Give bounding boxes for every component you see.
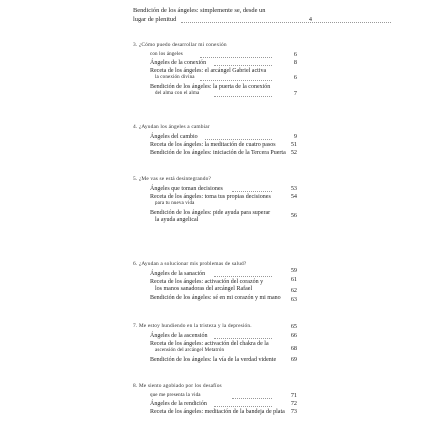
- dot-leader: [232, 191, 272, 192]
- toc-intro-title-line2: lugar de plenitud: [133, 16, 177, 23]
- toc-entry: Bendición de los ángeles: la vía de la verdad vidente: [150, 357, 277, 363]
- dot-leader: [214, 65, 272, 66]
- toc-page-number: 51: [290, 141, 297, 148]
- toc-entry: Bendición de los ángeles: pide ayuda para superar: [150, 210, 271, 216]
- toc-entry: Bendición de los ángeles: sé en mi corazón y mi mano: [150, 295, 281, 301]
- dot-leader: [200, 57, 272, 58]
- toc-page-number: 69: [290, 356, 297, 363]
- toc-intro-title-line1: Bendición de los ángeles: simplemente se, desde un: [133, 7, 266, 14]
- dot-leader: [181, 22, 391, 23]
- dot-leader: [200, 80, 272, 81]
- toc-section-4: [0, 125, 440, 169]
- toc-entry: Receta de los ángeles: meditación de la bandeja de plata: [150, 409, 285, 415]
- dot-leader: [205, 139, 272, 140]
- toc-entry-continuation: los manos sanadoras del arcángel Rafael: [155, 286, 253, 292]
- toc-entry: Ángeles de la rendición: [150, 401, 207, 407]
- toc-section-heading: 6. ¿Ayudan a solucionar mis problemas de salud?: [133, 261, 247, 267]
- toc-page-number: 63: [290, 296, 297, 303]
- toc-page-number: 9: [293, 133, 297, 140]
- toc-section-7: [0, 324, 440, 376]
- dot-leader: [214, 276, 272, 277]
- toc-entry: Ángeles que toman decisiones: [150, 186, 223, 192]
- toc-page-number: 6: [293, 51, 297, 58]
- toc-page-number: 6: [293, 74, 297, 81]
- toc-entry: Receta de los ángeles: el arcángel Gabriel activa: [150, 68, 267, 74]
- toc-section-heading: 3. ¿Cómo puedo desarrollar mi conexión: [133, 42, 227, 48]
- toc-page-number: 7: [293, 90, 297, 97]
- toc-page-number: 71: [290, 392, 297, 399]
- toc-page-number: 54: [290, 193, 297, 200]
- toc-page-number: 73: [290, 408, 297, 415]
- toc-entry: Ángeles de la sanación: [150, 271, 206, 277]
- toc-entry-continuation: del alma con el alma: [155, 91, 200, 96]
- dot-leader: [214, 406, 272, 407]
- toc-entry: Ángeles del cambio: [150, 134, 198, 140]
- toc-intro: [0, 6, 440, 30]
- toc-section-heading: 5. ¿Me vas se está desintegrando?: [133, 176, 211, 182]
- toc-entry-continuation: para tu nueva vida: [155, 201, 195, 206]
- dot-leader: [214, 338, 272, 339]
- toc-entry-continuation: ascensión del arcángel Metatrón: [155, 348, 225, 353]
- dot-leader: [232, 398, 272, 399]
- toc-entry: Receta de los ángeles: activación del corazón y: [150, 279, 264, 285]
- toc-entry: Receta de los ángeles: la meditación de cuatro pasos: [150, 142, 276, 148]
- toc-entry: Bendición de los ángeles: iniciación de la Tercera Puerta: [150, 150, 286, 156]
- toc-entry: que me presenta la vida: [150, 393, 201, 398]
- toc-section-5: [0, 177, 440, 247]
- toc-entry-continuation: la conexión divina: [155, 75, 195, 80]
- toc-page-number: 62: [290, 287, 297, 294]
- toc-page-number: 4: [308, 16, 312, 23]
- toc-entry: Ángeles de la ascensión: [150, 333, 208, 339]
- toc-section-8: [0, 384, 440, 428]
- toc-entry: Receta de los ángeles: activación del chakra de la: [150, 341, 269, 347]
- toc-page-number: 66: [290, 332, 297, 339]
- toc-page-number: 59: [290, 267, 297, 274]
- toc-entry: Bendición de los ángeles: la puerta de la conexión: [150, 84, 271, 90]
- toc-page-number: 53: [290, 185, 297, 192]
- dot-leader: [214, 96, 272, 97]
- toc-section-heading: 8. Me siento agobiado por los desafíos: [133, 383, 222, 389]
- toc-section-3: [0, 43, 440, 113]
- toc-page-number: 8: [293, 59, 297, 66]
- toc-section-heading: 4. ¿Ayudan los ángeles a cambiar: [133, 124, 210, 130]
- toc-page-number: 65: [290, 323, 297, 330]
- toc-page-number: 68: [290, 345, 297, 352]
- toc-section-heading: 7. Me estoy hundiendo en la tristeza y la depresión.: [133, 323, 252, 329]
- toc-section-6: [0, 262, 440, 316]
- toc-page-number: 72: [290, 400, 297, 407]
- toc-entry: con los ángeles: [150, 52, 183, 57]
- toc-entry: Ángeles de la conexión: [150, 60, 207, 66]
- toc-page-number: 52: [290, 149, 297, 156]
- toc-page-number: 61: [290, 276, 297, 283]
- toc-entry-continuation: la ayuda angelical: [155, 217, 199, 223]
- toc-page-number: 56: [290, 212, 297, 219]
- toc-entry: Receta de los ángeles: toma tus propias decisiones: [150, 194, 271, 200]
